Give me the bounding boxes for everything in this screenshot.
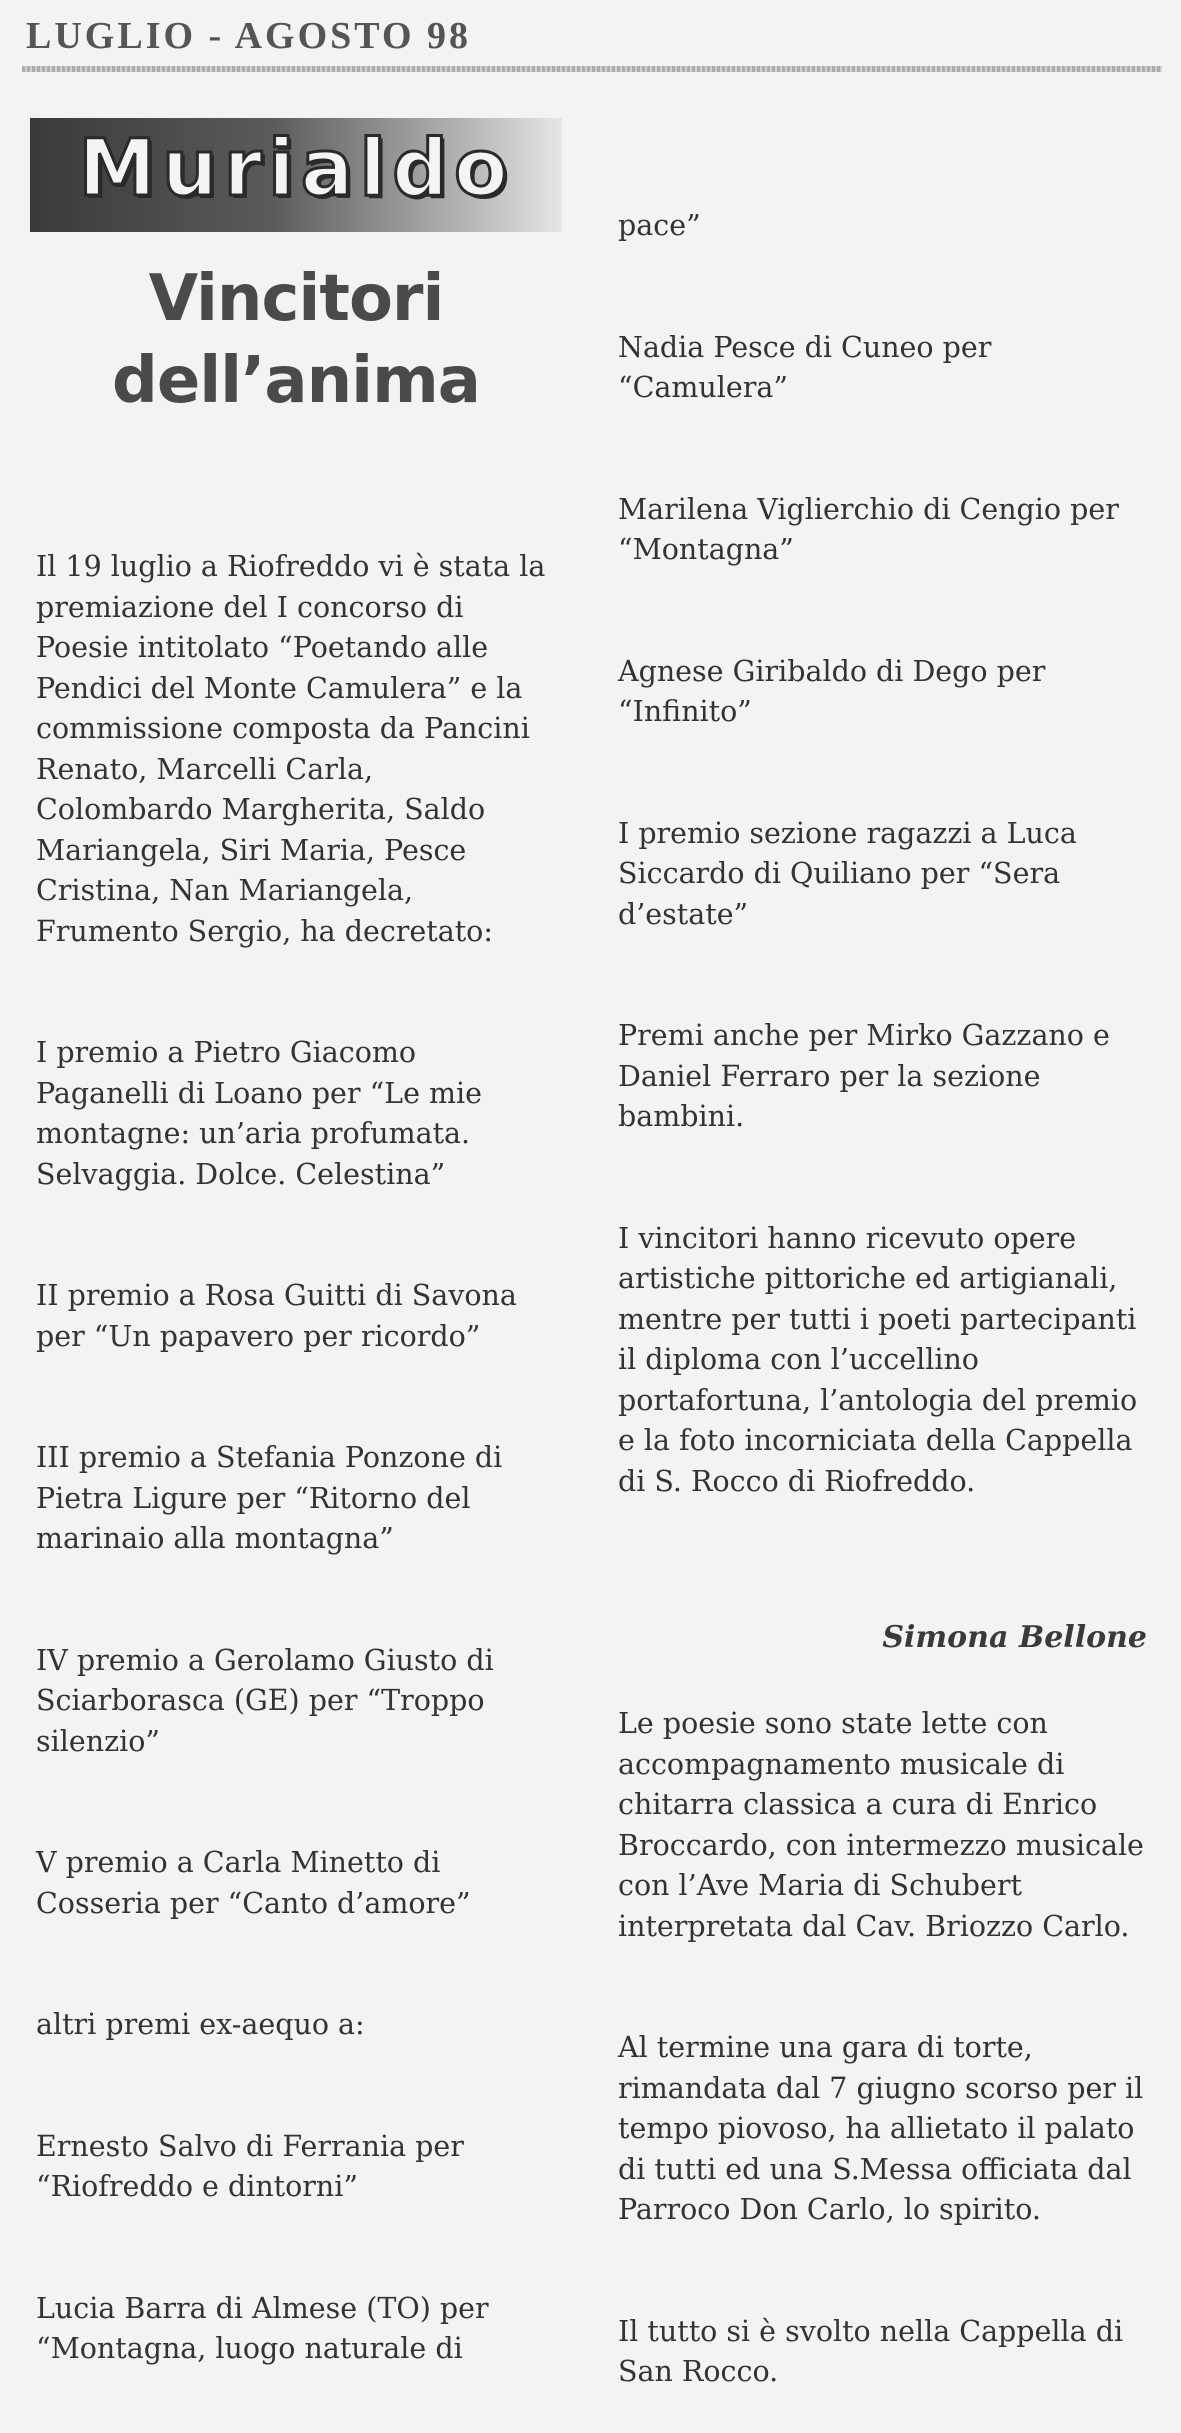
paragraph: pace”	[618, 209, 701, 242]
headline-line-2: dell’anima	[112, 344, 480, 418]
paragraph: Marilena Viglierchio di Cengio per “Montagna”	[618, 492, 1128, 566]
paragraph: altri premi ex-aequo a:	[36, 2008, 365, 2041]
paragraph: Premi anche per Mirko Gazzano e Daniel Ferraro per la sezione bambini.	[618, 1019, 1119, 1133]
paragraph: III premio a Stefania Ponzone di Pietra Ligure per “Ritorno del marinaio alla montagna”	[36, 1441, 512, 1555]
paragraph: II premio a Rosa Guitti di Savona per “Un papavero per ricordo”	[36, 1279, 526, 1353]
author-signature: Simona Bellone	[882, 1620, 1147, 1655]
issue-date-header: LUGLIO - AGOSTO 98	[26, 15, 472, 57]
paragraph: I premio a Pietro Giacomo Paganelli di Loano per “Le mie montagne: un’aria profumata. Selvaggia. Dolce. Celestina”	[36, 1036, 492, 1191]
paragraph: Il tutto si è svolto nella Cappella di San Rocco.	[618, 2314, 1133, 2388]
paragraph: Lucia Barra di Almese (TO) per “Montagna, luogo naturale di	[36, 2291, 498, 2365]
article-right-column	[618, 125, 1153, 2433]
paragraph: IV premio a Gerolamo Giusto di Sciarborasca (GE) per “Troppo silenzio”	[36, 1643, 503, 1758]
paragraph: Il 19 luglio a Riofreddo vi è stata la premiazione del I concorso di Poesie intitolato “Poetando alle Pendici del Monte Camulera” e la commissione composta da Pancini Renato, Marcelli Carla, Colombardo Margherita, Saldo Mariangela, Siri Maria, Pesce Cristina, Nan Mariangela, Frumento Sergio, ha decretato:	[36, 550, 555, 948]
header-divider	[22, 66, 1162, 72]
paragraph: Ernesto Salvo di Ferrania per “Riofreddo e dintorni”	[36, 2129, 473, 2203]
paragraph: I vincitori hanno ricevuto opere artistiche pittoriche ed artigianali, mentre per tutti i poeti partecipanti il diploma con l’uccellino portafortuna, l’antologia del premio e la foto incorniciata della Cappella di S. Rocco di Riofreddo.	[618, 1221, 1147, 1498]
paragraph: I premio sezione ragazzi a Luca Siccardo di Quiliano per “Sera d’estate”	[618, 816, 1086, 931]
paragraph: Agnese Giribaldo di Dego per “Infinito”	[618, 654, 1055, 728]
paragraph: Le poesie sono state lette con accompagnamento musicale di chitarra classica a cura di Enrico Broccardo, con intermezzo musicale con l’Ave Maria di Schubert interpretata dal Cav. Briozzo Carlo.	[618, 1707, 1153, 1943]
article-left-column	[36, 466, 556, 2410]
headline-line-1: Vincitori	[148, 262, 444, 336]
paragraph: Al termine una gara di torte, rimandata dal 7 giugno scorso per il tempo piovoso, ha allietato il palato di tutti ed una S.Messa officiata dal Parroco Don Carlo, lo spirito.	[618, 2031, 1153, 2226]
paragraph: V premio a Carla Minetto di Cosseria per “Canto d’amore”	[36, 1846, 471, 1920]
paragraph: Nadia Pesce di Cuneo per “Camulera”	[618, 330, 1001, 404]
section-banner	[30, 118, 562, 232]
paragraph-gap	[618, 1583, 1148, 1623]
section-title: Murialdo	[78, 124, 514, 214]
article-headline	[30, 258, 562, 422]
